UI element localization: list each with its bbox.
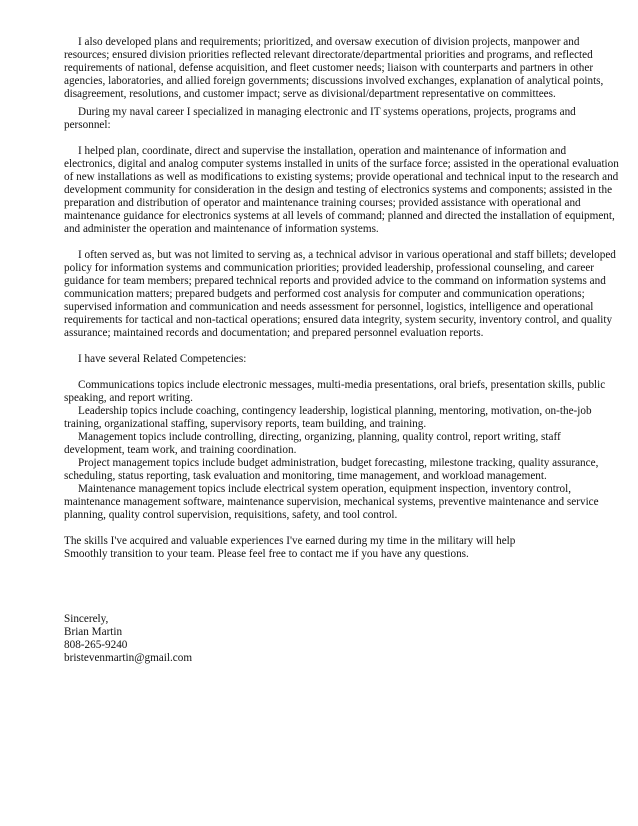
closing-line-2: Smoothly transition to your team. Please feel free to contact me if you have any questions. xyxy=(64,548,469,560)
paragraph-competencies-intro: I have several Related Competencies: xyxy=(78,353,247,365)
signature-block xyxy=(64,613,620,665)
salutation: Sincerely, xyxy=(64,613,109,625)
competency-leadership: Leadership topics include coaching, contingency leadership, logistical planning, mentoring, motivation, on-the-job training, organizational staffing, supervisory reports, team building, and training. xyxy=(64,405,592,430)
paragraph-installation: I helped plan, coordinate, direct and supervise the installation, operation and maintenance of information and electronics, digital and analog computer systems installed in units of the surface force; assisted in the operational evaluation of new installations as well as modifications to existing systems; provide operational and technical input to the research and development community for consideration in the design and testing of electronics systems and components; assisted in the preparation and distribution of operator and maintenance training courses; provided assistance with operational and maintenance guidance for electronics systems at all levels of command; planned and directed the installation of equipment, and administer the operation and maintenance of information systems. xyxy=(64,145,619,235)
competency-project-management: Project management topics include budget administration, budget forecasting, milestone tracking, quality assurance, scheduling, status reporting, task evaluation and monitoring, time management, and workload management. xyxy=(64,457,599,482)
competency-management: Management topics include controlling, directing, organizing, planning, quality control, report writing, staff development, team work, and training coordination. xyxy=(64,431,561,456)
paragraph-technical-advisor: I often served as, but was not limited to serving as, a technical advisor in various operational and staff billets; developed policy for information systems and communication priorities; provided leadership, professional counseling, and career guidance for team members; prepared technical reports and provided advice to the command on information systems and communication matters; prepared budgets and performed cost analysis for computer and communication operations; supervised information and communication and needs assessment for personnel, logistics, intelligence and operational requirements for tactical and non-tactical operations; ensured data integrity, system security, inventory control, and quality assurance; maintained records and documentation; and prepared personnel evaluation reports. xyxy=(64,249,616,339)
signer-email: bristevenmartin@gmail.com xyxy=(64,652,193,664)
letter-body xyxy=(64,36,620,665)
competency-list xyxy=(64,379,620,522)
paragraph-naval-career: During my naval career I specialized in managing electronic and IT systems operations, projects, programs and personnel: xyxy=(64,106,576,131)
closing-line-1: The skills I've acquired and valuable experiences I've earned during my time in the military will help xyxy=(64,535,516,547)
competency-maintenance-management: Maintenance management topics include electrical system operation, equipment inspection, inventory control, maintenance management software, maintenance supervision, mechanical systems, preventive maintenance and service planning, quality control supervision, requisitions, safety, and tool control. xyxy=(64,483,599,521)
closing-paragraph xyxy=(64,535,620,561)
paragraph-plans: I also developed plans and requirements; prioritized, and oversaw execution of division projects, manpower and resources; ensured division priorities reflected relevant directorate/departmental priorities and programs, and reflected requirements of national, defense acquisition, and fleet customer needs; liaison with counterparts and partners in other agencies, laboratories, and allied foreign governments; discussions involved exchanges, explanation of analytical points, disagreement, resolutions, and customer impact; serve as divisional/department representative on committees. xyxy=(64,36,604,100)
signer-name: Brian Martin xyxy=(64,626,123,638)
competency-communications: Communications topics include electronic messages, multi-media presentations, oral briefs, presentation skills, public speaking, and report writing. xyxy=(64,379,606,404)
signer-phone: 808-265-9240 xyxy=(64,639,128,651)
